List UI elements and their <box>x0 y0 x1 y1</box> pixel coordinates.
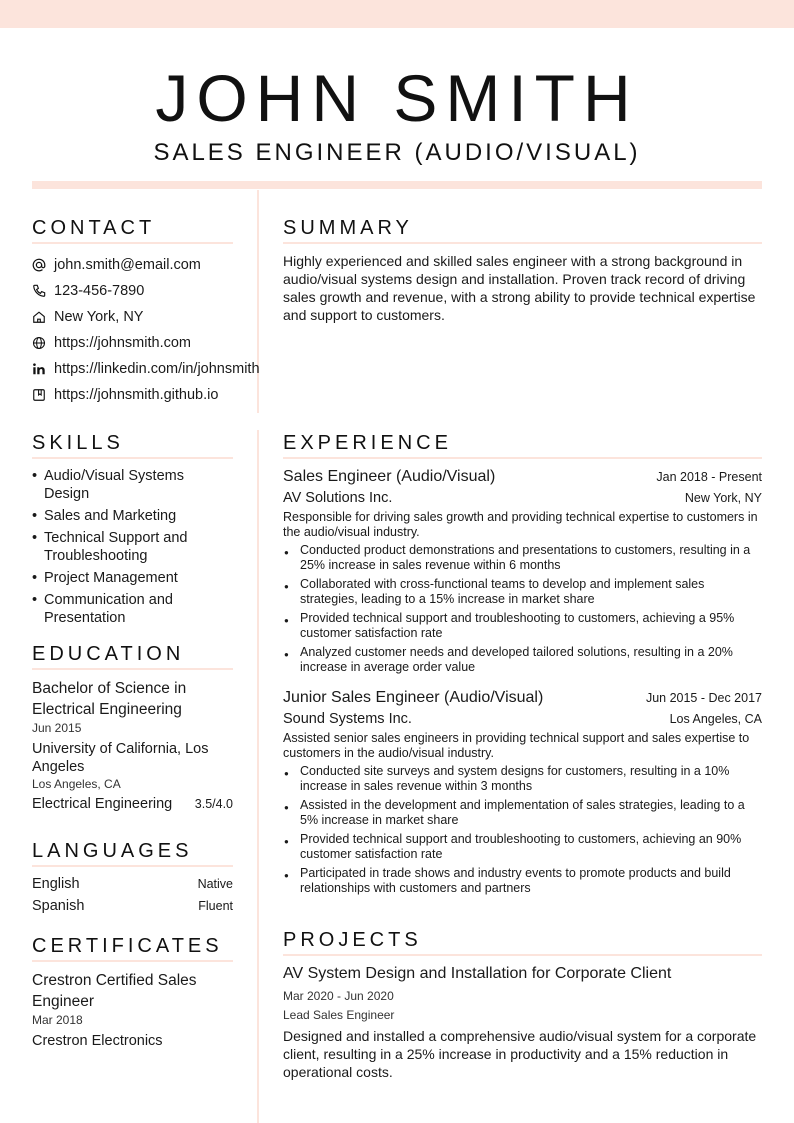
job-company: Sound Systems Inc. <box>283 711 412 727</box>
column-divider-top <box>257 190 259 413</box>
skills-section <box>32 430 233 631</box>
contact-linkedin[interactable] <box>32 356 260 382</box>
language-name: English <box>32 876 80 892</box>
project-dates: Mar 2020 - Jun 2020 <box>283 989 394 1003</box>
contact-email[interactable] <box>32 252 233 278</box>
certificate-issuer: Crestron Electronics <box>32 1033 163 1049</box>
top-accent-band <box>0 0 794 28</box>
job-dates: Jun 2015 - Dec 2017 <box>645 691 762 705</box>
job-bullets <box>283 543 762 675</box>
education-date: Jun 2015 <box>32 721 82 735</box>
job-entry <box>283 468 762 675</box>
contact-github[interactable] <box>32 382 233 408</box>
contact-website-text: https://johnsmith.com <box>54 335 191 351</box>
language-row <box>32 895 233 917</box>
job-title: Sales Engineer (Audio/Visual) <box>283 468 496 485</box>
project-title: AV System Design and Installation for Corporate Client <box>283 965 672 982</box>
summary-text: Highly experienced and skilled sales engineer with a strong background in audio/visual systems design and installation. Proven track record of driving sales growth and revenue, with a strong ability to provide technical expertise and support to customers. <box>283 253 756 323</box>
summary-heading: SUMMARY <box>283 215 762 244</box>
languages-list <box>32 873 233 917</box>
certificate-name: Crestron Certified Sales Engineer <box>32 972 197 1010</box>
education-gpa: 3.5/4.0 <box>194 797 233 811</box>
job-company-row <box>283 490 762 506</box>
language-level: Native <box>197 877 233 891</box>
job-location: Los Angeles, CA <box>669 712 762 726</box>
skill-item: • Sales and Marketing <box>32 507 233 525</box>
contact-linkedin-text: https://linkedin.com/in/johnsmith <box>54 361 260 377</box>
skills-heading: SKILLS <box>32 430 233 459</box>
contact-website[interactable] <box>32 330 233 356</box>
skills-list <box>32 467 233 627</box>
job-bullet: ● Provided technical support and troubleshooting to customers, achieving an 90% customer satisfaction rate <box>283 832 762 862</box>
language-name: Spanish <box>32 898 85 914</box>
globe-icon <box>32 336 46 350</box>
job-bullets <box>283 764 762 896</box>
contact-github-text: https://johnsmith.github.io <box>54 387 219 403</box>
job-title-row <box>283 468 762 486</box>
candidate-name: JOHN SMITH <box>155 61 639 135</box>
contact-location-text: New York, NY <box>54 309 144 325</box>
skill-item: • Audio/Visual Systems Design <box>32 467 233 503</box>
education-location: Los Angeles, CA <box>32 777 121 791</box>
experience-section <box>283 430 762 900</box>
education-field-row <box>32 796 233 812</box>
job-company-row <box>283 711 762 727</box>
skill-item: • Communication and Presentation <box>32 591 233 627</box>
certificate-date: Mar 2018 <box>32 1013 83 1027</box>
column-divider-bottom <box>257 430 259 1123</box>
job-bullet: ● Analyzed customer needs and developed tailored solutions, resulting in a 20% increase in average order value <box>283 645 762 675</box>
linkedin-icon <box>32 362 46 376</box>
summary-section <box>283 215 762 324</box>
project-role: Lead Sales Engineer <box>283 1008 395 1022</box>
certificates-heading: CERTIFICATES <box>32 933 233 962</box>
education-degree: Bachelor of Science in Electrical Engineering <box>32 680 187 718</box>
projects-heading: PROJECTS <box>283 927 762 956</box>
phone-icon <box>32 284 46 298</box>
job-bullet: ● Participated in trade shows and industry events to promote products and build relationships with customers and partners <box>283 866 762 896</box>
home-icon <box>32 310 46 324</box>
at-icon <box>32 258 46 272</box>
job-description: Assisted senior sales engineers in providing technical support and sales expertise to customers in the audio/visual industry. <box>283 731 750 760</box>
job-bullet: ● Collaborated with cross-functional teams to develop and implement sales strategies, leading to a 15% increase in market share <box>283 577 762 607</box>
contact-section <box>32 215 260 408</box>
job-description: Responsible for driving sales growth and providing technical expertise to customers in the audio/visual industry. <box>283 510 758 539</box>
job-location: New York, NY <box>684 491 762 505</box>
contact-phone-text: 123-456-7890 <box>54 283 145 299</box>
contact-phone[interactable] <box>32 278 233 304</box>
bookmark-icon <box>32 388 46 402</box>
header-divider <box>32 181 762 189</box>
certificates-section <box>32 933 233 1050</box>
experience-heading: EXPERIENCE <box>283 430 762 459</box>
skill-item: • Technical Support and Troubleshooting <box>32 529 233 565</box>
candidate-headline: SALES ENGINEER (AUDIO/VISUAL) <box>153 139 641 166</box>
education-field: Electrical Engineering <box>32 796 173 812</box>
project-description: Designed and installed a comprehensive audio/visual system for a corporate client, resulting in a 25% increase in productivity and a 15% reduction in operational costs. <box>283 1028 757 1080</box>
education-school: University of California, Los Angeles <box>32 741 209 775</box>
skill-item: • Project Management <box>32 569 233 587</box>
contact-list <box>32 252 260 408</box>
language-row <box>32 873 233 895</box>
language-level: Fluent <box>198 899 233 913</box>
languages-heading: LANGUAGES <box>32 838 233 867</box>
contact-heading: CONTACT <box>32 215 233 244</box>
job-title-row <box>283 689 762 707</box>
job-company: AV Solutions Inc. <box>283 490 393 506</box>
projects-section <box>283 927 762 1081</box>
job-dates: Jan 2018 - Present <box>656 470 762 484</box>
contact-location <box>32 304 233 330</box>
contact-email-text: john.smith@email.com <box>54 257 201 273</box>
job-entry <box>283 689 762 896</box>
languages-section <box>32 838 233 917</box>
job-bullet: ● Conducted product demonstrations and presentations to customers, resulting in a 25% increase in sales revenue within 6 months <box>283 543 762 573</box>
education-section <box>32 641 233 812</box>
job-title: Junior Sales Engineer (Audio/Visual) <box>283 689 544 706</box>
education-heading: EDUCATION <box>32 641 233 670</box>
job-bullet: ● Assisted in the development and implementation of sales strategies, leading to a 5% increase in market share <box>283 798 762 828</box>
job-bullet: ● Provided technical support and troubleshooting to customers, achieving a 95% customer satisfaction rate <box>283 611 762 641</box>
job-bullet: ● Conducted site surveys and system designs for customers, resulting in a 10% increase in sales revenue within 3 months <box>283 764 762 794</box>
